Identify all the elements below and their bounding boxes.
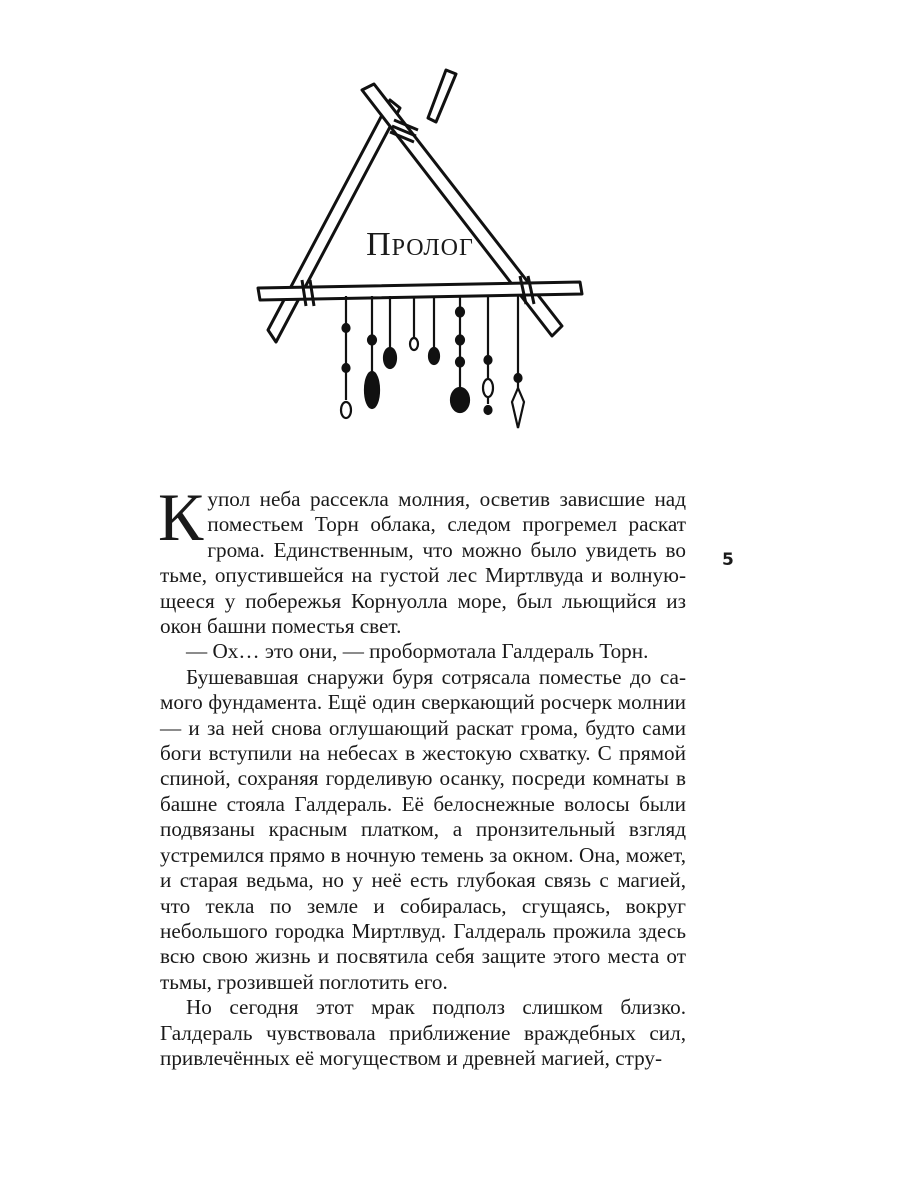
page-number: 5 (722, 550, 734, 570)
paragraph: Бушевавшая снаружи буря сотрясала поместье до самого фундамента. Ещё один сверкающий росчерк молнии — и за ней снова оглушающий раскат грома, будто сами боги вступили на небесах в жестокую схватку. С прямой спиной, сохраняя горделивую осанку, посреди комнаты в башне стояла Галдераль. Её белоснежные волосы были подвязаны красным платком, а пронзительный взгляд устремился прямо в ночную темень за окном. Она, может, и старая ведьма, но у неё есть глубокая связь с магией, что текла по земле и собиралась, сгущаясь, вокруг небольшого городка Миртлвуд. Галдераль прожила здесь всю свою жизнь и посвятила себя защите этого места от тьмы, грозившей поглотить его. (160, 664, 686, 994)
paragraph-text: упол неба рассекла молния, осветив зависшие над поместьем Торн облака, следом прогремел раскат грома. Единственным, что можно было увидеть во тьме, опустившейся на густой лес Миртлвуда и волнующееся у побережья Корнуолла море, был льющийся из окон башни поместья свет. (160, 487, 686, 639)
paragraph: — Ох… это они, — пробормотала Галдераль Торн. (186, 639, 649, 664)
paragraph (158, 479, 686, 639)
left-stick (268, 100, 400, 342)
chapter-title: Пролог (366, 226, 474, 263)
paragraph: Но сегодня этот мрак подполз слишком близко. Галдераль чувствовала приближение враждебных сил, привлечённых её могуществом и древней магией, стру- (160, 995, 686, 1070)
body-text (158, 479, 686, 1071)
drop-cap: К (158, 479, 204, 555)
